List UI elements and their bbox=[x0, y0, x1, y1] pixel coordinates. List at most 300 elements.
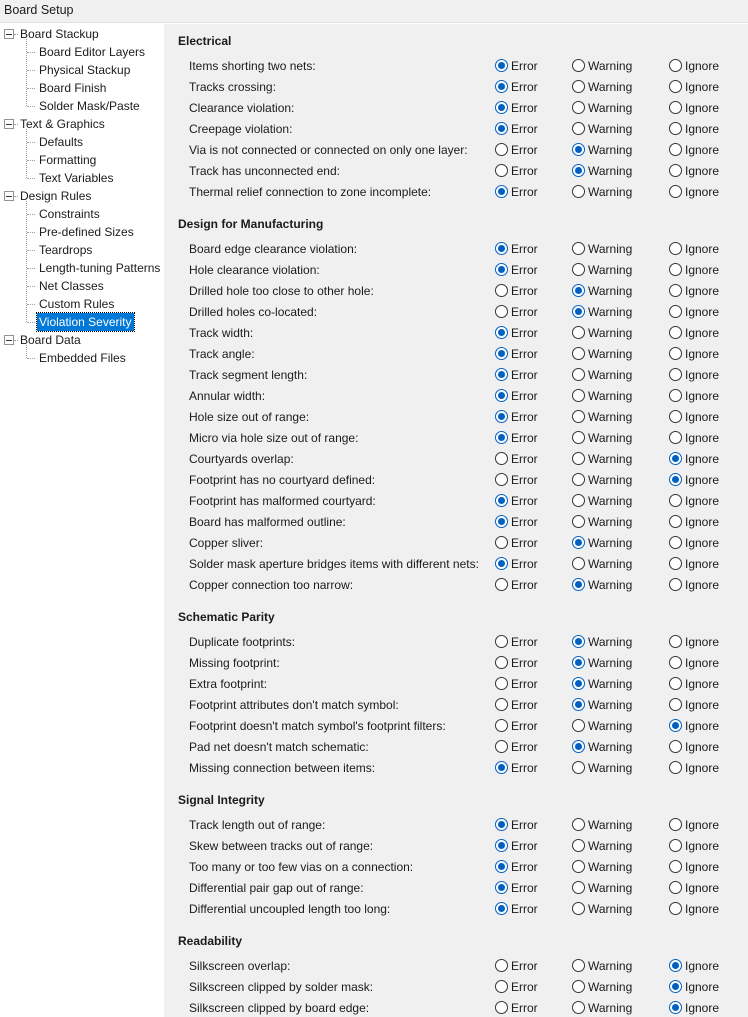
severity-row-label: Silkscreen clipped by solder mask: bbox=[189, 980, 374, 994]
radio-ignore-button[interactable] bbox=[669, 263, 682, 276]
tree-item-custom-rules[interactable] bbox=[0, 295, 164, 313]
radio-error-label: Error bbox=[511, 635, 538, 649]
tree-item-design-rules[interactable] bbox=[0, 187, 164, 205]
tree-item-label: Board Editor Layers bbox=[39, 45, 146, 59]
radio-warning-label: Warning bbox=[588, 980, 633, 994]
section-title-schematic-parity: Schematic Parity bbox=[178, 610, 275, 624]
radio-ignore-button[interactable] bbox=[669, 143, 682, 156]
radio-error-label: Error bbox=[511, 473, 538, 487]
radio-warning-button[interactable] bbox=[572, 473, 585, 486]
radio-ignore-button[interactable] bbox=[669, 698, 682, 711]
radio-ignore-button[interactable] bbox=[669, 164, 682, 177]
radio-ignore-button[interactable] bbox=[669, 536, 682, 549]
radio-error-button[interactable] bbox=[495, 410, 508, 423]
radio-error-label: Error bbox=[511, 881, 538, 895]
tree-item-label: Physical Stackup bbox=[39, 63, 131, 77]
radio-warning-button[interactable] bbox=[572, 557, 585, 570]
radio-error-label: Error bbox=[511, 263, 538, 277]
radio-warning-label: Warning bbox=[588, 677, 633, 691]
radio-ignore-button[interactable] bbox=[669, 101, 682, 114]
radio-ignore-button[interactable] bbox=[669, 515, 682, 528]
title-bar bbox=[0, 0, 748, 23]
radio-warning-label: Warning bbox=[588, 431, 633, 445]
tree-item-label: Formatting bbox=[39, 153, 97, 167]
radio-error-button[interactable] bbox=[495, 164, 508, 177]
radio-error-label: Error bbox=[511, 185, 538, 199]
radio-error-button[interactable] bbox=[495, 557, 508, 570]
tree-item-constraints[interactable] bbox=[0, 205, 164, 223]
radio-warning-label: Warning bbox=[588, 494, 633, 508]
radio-error-label: Error bbox=[511, 368, 538, 382]
tree-connector bbox=[27, 214, 35, 215]
radio-warning-button[interactable] bbox=[572, 410, 585, 423]
tree-item-board-finish[interactable] bbox=[0, 79, 164, 97]
tree-connector bbox=[27, 52, 35, 53]
radio-error-button[interactable] bbox=[495, 881, 508, 894]
radio-warning-button[interactable] bbox=[572, 185, 585, 198]
radio-error-label: Error bbox=[511, 959, 538, 973]
radio-warning-button[interactable] bbox=[572, 143, 585, 156]
tree-item-label: Constraints bbox=[39, 207, 100, 221]
radio-ignore-label: Ignore bbox=[685, 578, 720, 592]
severity-row-label: Annular width: bbox=[189, 389, 266, 403]
tree-item-solder-mask-paste[interactable] bbox=[0, 97, 164, 115]
severity-row-label: Drilled hole too close to other hole: bbox=[189, 284, 374, 298]
tree-item-label: Violation Severity bbox=[39, 315, 132, 329]
collapse-toggle-icon[interactable] bbox=[4, 29, 14, 39]
radio-error-button[interactable] bbox=[495, 59, 508, 72]
radio-error-button[interactable] bbox=[495, 101, 508, 114]
severity-row-label: Extra footprint: bbox=[189, 677, 268, 691]
radio-warning-label: Warning bbox=[588, 656, 633, 670]
radio-ignore-label: Ignore bbox=[685, 305, 720, 319]
radio-ignore-button[interactable] bbox=[669, 284, 682, 297]
severity-row bbox=[164, 716, 748, 737]
radio-error-label: Error bbox=[511, 578, 538, 592]
radio-warning-button[interactable] bbox=[572, 677, 585, 690]
radio-error-button[interactable] bbox=[495, 860, 508, 873]
radio-ignore-button[interactable] bbox=[669, 860, 682, 873]
radio-ignore-label: Ignore bbox=[685, 902, 720, 916]
severity-row bbox=[164, 632, 748, 653]
severity-row-label: Track width: bbox=[189, 326, 254, 340]
radio-ignore-label: Ignore bbox=[685, 242, 720, 256]
tree-item-board-editor-layers[interactable] bbox=[0, 43, 164, 61]
severity-row-label: Via is not connected or connected on only one layer: bbox=[189, 143, 468, 157]
radio-warning-button[interactable] bbox=[572, 536, 585, 549]
radio-error-button[interactable] bbox=[495, 515, 508, 528]
tree-connector bbox=[27, 70, 35, 71]
radio-warning-button[interactable] bbox=[572, 431, 585, 444]
tree-item-label: Custom Rules bbox=[39, 297, 115, 311]
radio-ignore-button[interactable] bbox=[669, 980, 682, 993]
severity-row bbox=[164, 695, 748, 716]
radio-error-label: Error bbox=[511, 656, 538, 670]
severity-row-label: Footprint attributes don't match symbol: bbox=[189, 698, 399, 712]
radio-ignore-label: Ignore bbox=[685, 557, 720, 571]
severity-row-label: Board has malformed outline: bbox=[189, 515, 346, 529]
radio-ignore-button[interactable] bbox=[669, 389, 682, 402]
tree-item-text-graphics[interactable] bbox=[0, 115, 164, 133]
radio-ignore-button[interactable] bbox=[669, 557, 682, 570]
radio-warning-label: Warning bbox=[588, 635, 633, 649]
tree-item-label: Design Rules bbox=[20, 189, 92, 203]
radio-ignore-button[interactable] bbox=[669, 326, 682, 339]
radio-warning-button[interactable] bbox=[572, 80, 585, 93]
radio-error-button[interactable] bbox=[495, 656, 508, 669]
tree-connector bbox=[27, 88, 35, 89]
tree-item-label: Board Finish bbox=[39, 81, 107, 95]
radio-error-label: Error bbox=[511, 761, 538, 775]
severity-row-label: Differential pair gap out of range: bbox=[189, 881, 364, 895]
radio-warning-button[interactable] bbox=[572, 740, 585, 753]
section-title-readability: Readability bbox=[178, 934, 243, 948]
radio-ignore-button[interactable] bbox=[669, 347, 682, 360]
radio-error-label: Error bbox=[511, 515, 538, 529]
radio-warning-button[interactable] bbox=[572, 578, 585, 591]
tree-item-board-stackup[interactable] bbox=[0, 25, 164, 43]
radio-warning-button[interactable] bbox=[572, 761, 585, 774]
radio-warning-button[interactable] bbox=[572, 818, 585, 831]
radio-warning-label: Warning bbox=[588, 410, 633, 424]
tree-connector bbox=[27, 358, 35, 359]
radio-error-button[interactable] bbox=[495, 143, 508, 156]
severity-row-label: Clearance violation: bbox=[189, 101, 295, 115]
radio-warning-label: Warning bbox=[588, 839, 633, 853]
severity-row bbox=[164, 239, 748, 260]
severity-row bbox=[164, 533, 748, 554]
tree-item-label: Board Stackup bbox=[20, 27, 99, 41]
radio-ignore-label: Ignore bbox=[685, 410, 720, 424]
severity-row bbox=[164, 737, 748, 758]
tree-connector bbox=[27, 106, 35, 107]
radio-warning-button[interactable] bbox=[572, 839, 585, 852]
severity-row-label: Footprint has malformed courtyard: bbox=[189, 494, 376, 508]
radio-error-button[interactable] bbox=[495, 431, 508, 444]
tree-item-text-variables[interactable] bbox=[0, 169, 164, 187]
severity-row bbox=[164, 653, 748, 674]
radio-ignore-button[interactable] bbox=[669, 902, 682, 915]
radio-ignore-button[interactable] bbox=[669, 122, 682, 135]
radio-error-button[interactable] bbox=[495, 635, 508, 648]
radio-error-button[interactable] bbox=[495, 347, 508, 360]
radio-ignore-button[interactable] bbox=[669, 818, 682, 831]
severity-row bbox=[164, 815, 748, 836]
severity-row-label: Items shorting two nets: bbox=[189, 59, 316, 73]
radio-ignore-button[interactable] bbox=[669, 59, 682, 72]
radio-ignore-button[interactable] bbox=[669, 719, 682, 732]
severity-row-label: Drilled holes co-located: bbox=[189, 305, 318, 319]
severity-row bbox=[164, 260, 748, 281]
radio-warning-label: Warning bbox=[588, 860, 633, 874]
radio-warning-label: Warning bbox=[588, 164, 633, 178]
collapse-toggle-icon[interactable] bbox=[4, 335, 14, 345]
radio-warning-label: Warning bbox=[588, 347, 633, 361]
radio-warning-button[interactable] bbox=[572, 164, 585, 177]
radio-error-button[interactable] bbox=[495, 839, 508, 852]
tree-item-violation-severity[interactable] bbox=[0, 313, 164, 331]
radio-error-label: Error bbox=[511, 452, 538, 466]
tree-item-net-classes[interactable] bbox=[0, 277, 164, 295]
radio-warning-button[interactable] bbox=[572, 347, 585, 360]
radio-ignore-button[interactable] bbox=[669, 185, 682, 198]
radio-error-button[interactable] bbox=[495, 389, 508, 402]
radio-ignore-button[interactable] bbox=[669, 959, 682, 972]
collapse-toggle-icon[interactable] bbox=[4, 191, 14, 201]
radio-error-button[interactable] bbox=[495, 326, 508, 339]
radio-ignore-button[interactable] bbox=[669, 578, 682, 591]
tree-item-board-data[interactable] bbox=[0, 331, 164, 349]
radio-warning-button[interactable] bbox=[572, 101, 585, 114]
radio-ignore-label: Ignore bbox=[685, 185, 720, 199]
radio-ignore-button[interactable] bbox=[669, 656, 682, 669]
tree-item-label: Pre-defined Sizes bbox=[39, 225, 134, 239]
radio-error-button[interactable] bbox=[495, 677, 508, 690]
radio-warning-label: Warning bbox=[588, 1001, 633, 1015]
severity-row-label: Solder mask aperture bridges items with different nets: bbox=[189, 557, 479, 571]
radio-ignore-button[interactable] bbox=[669, 881, 682, 894]
radio-error-button[interactable] bbox=[495, 263, 508, 276]
radio-warning-button[interactable] bbox=[572, 635, 585, 648]
radio-ignore-label: Ignore bbox=[685, 839, 720, 853]
radio-error-button[interactable] bbox=[495, 818, 508, 831]
radio-warning-button[interactable] bbox=[572, 242, 585, 255]
radio-ignore-button[interactable] bbox=[669, 1001, 682, 1014]
radio-warning-button[interactable] bbox=[572, 326, 585, 339]
radio-warning-label: Warning bbox=[588, 902, 633, 916]
severity-row bbox=[164, 77, 748, 98]
severity-row bbox=[164, 365, 748, 386]
radio-ignore-button[interactable] bbox=[669, 410, 682, 423]
radio-ignore-button[interactable] bbox=[669, 431, 682, 444]
radio-error-label: Error bbox=[511, 902, 538, 916]
tree-item-physical-stackup[interactable] bbox=[0, 61, 164, 79]
radio-warning-button[interactable] bbox=[572, 284, 585, 297]
radio-warning-button[interactable] bbox=[572, 656, 585, 669]
severity-row-label: Board edge clearance violation: bbox=[189, 242, 358, 256]
radio-error-button[interactable] bbox=[495, 305, 508, 318]
severity-row bbox=[164, 119, 748, 140]
radio-warning-button[interactable] bbox=[572, 305, 585, 318]
radio-warning-label: Warning bbox=[588, 818, 633, 832]
severity-row bbox=[164, 302, 748, 323]
radio-warning-button[interactable] bbox=[572, 452, 585, 465]
radio-warning-button[interactable] bbox=[572, 980, 585, 993]
severity-row bbox=[164, 878, 748, 899]
radio-warning-button[interactable] bbox=[572, 122, 585, 135]
radio-error-label: Error bbox=[511, 839, 538, 853]
radio-error-button[interactable] bbox=[495, 185, 508, 198]
tree-item-defaults[interactable] bbox=[0, 133, 164, 151]
severity-row bbox=[164, 554, 748, 575]
radio-ignore-button[interactable] bbox=[669, 80, 682, 93]
violation-severity-panel bbox=[164, 24, 748, 1017]
radio-ignore-label: Ignore bbox=[685, 101, 720, 115]
radio-ignore-button[interactable] bbox=[669, 635, 682, 648]
radio-warning-label: Warning bbox=[588, 578, 633, 592]
severity-row-label: Pad net doesn't match schematic: bbox=[189, 740, 369, 754]
radio-warning-label: Warning bbox=[588, 473, 633, 487]
radio-error-button[interactable] bbox=[495, 284, 508, 297]
radio-warning-button[interactable] bbox=[572, 719, 585, 732]
severity-row bbox=[164, 512, 748, 533]
radio-warning-label: Warning bbox=[588, 143, 633, 157]
radio-ignore-label: Ignore bbox=[685, 164, 720, 178]
radio-error-label: Error bbox=[511, 860, 538, 874]
severity-row bbox=[164, 407, 748, 428]
radio-warning-label: Warning bbox=[588, 242, 633, 256]
radio-error-label: Error bbox=[511, 698, 538, 712]
radio-error-button[interactable] bbox=[495, 80, 508, 93]
radio-ignore-label: Ignore bbox=[685, 431, 720, 445]
severity-row bbox=[164, 575, 748, 596]
radio-ignore-label: Ignore bbox=[685, 980, 720, 994]
radio-error-label: Error bbox=[511, 164, 538, 178]
radio-warning-label: Warning bbox=[588, 59, 633, 73]
severity-row-label: Thermal relief connection to zone incomplete: bbox=[189, 185, 432, 199]
radio-warning-label: Warning bbox=[588, 305, 633, 319]
radio-warning-label: Warning bbox=[588, 101, 633, 115]
radio-error-button[interactable] bbox=[495, 959, 508, 972]
radio-error-button[interactable] bbox=[495, 494, 508, 507]
radio-error-button[interactable] bbox=[495, 902, 508, 915]
radio-error-label: Error bbox=[511, 1001, 538, 1015]
severity-row bbox=[164, 491, 748, 512]
radio-ignore-label: Ignore bbox=[685, 368, 720, 382]
severity-row bbox=[164, 674, 748, 695]
radio-error-button[interactable] bbox=[495, 740, 508, 753]
settings-tree[interactable] bbox=[0, 24, 164, 1017]
radio-error-button[interactable] bbox=[495, 980, 508, 993]
tree-item-label: Length-tuning Patterns bbox=[39, 261, 161, 275]
radio-ignore-button[interactable] bbox=[669, 305, 682, 318]
radio-ignore-label: Ignore bbox=[685, 326, 720, 340]
radio-warning-button[interactable] bbox=[572, 1001, 585, 1014]
radio-ignore-button[interactable] bbox=[669, 761, 682, 774]
radio-warning-label: Warning bbox=[588, 326, 633, 340]
severity-row-label: Differential uncoupled length too long: bbox=[189, 902, 391, 916]
radio-error-button[interactable] bbox=[495, 698, 508, 711]
tree-item-label: Board Data bbox=[20, 333, 81, 347]
radio-error-label: Error bbox=[511, 122, 538, 136]
radio-warning-button[interactable] bbox=[572, 368, 585, 381]
radio-ignore-button[interactable] bbox=[669, 452, 682, 465]
severity-row-label: Duplicate footprints: bbox=[189, 635, 296, 649]
radio-warning-button[interactable] bbox=[572, 263, 585, 276]
radio-ignore-label: Ignore bbox=[685, 536, 720, 550]
tree-item-teardrops[interactable] bbox=[0, 241, 164, 259]
radio-warning-button[interactable] bbox=[572, 494, 585, 507]
radio-error-label: Error bbox=[511, 284, 538, 298]
severity-row-label: Copper sliver: bbox=[189, 536, 264, 550]
radio-warning-button[interactable] bbox=[572, 881, 585, 894]
radio-warning-button[interactable] bbox=[572, 515, 585, 528]
radio-error-label: Error bbox=[511, 305, 538, 319]
radio-error-button[interactable] bbox=[495, 242, 508, 255]
collapse-toggle-icon[interactable] bbox=[4, 119, 14, 129]
severity-row bbox=[164, 281, 748, 302]
radio-ignore-button[interactable] bbox=[669, 242, 682, 255]
tree-connector bbox=[27, 142, 35, 143]
radio-warning-label: Warning bbox=[588, 263, 633, 277]
tree-item-label: Text & Graphics bbox=[20, 117, 105, 131]
severity-row-label: Micro via hole size out of range: bbox=[189, 431, 359, 445]
severity-row bbox=[164, 386, 748, 407]
radio-warning-label: Warning bbox=[588, 185, 633, 199]
radio-ignore-label: Ignore bbox=[685, 122, 720, 136]
severity-row-label: Track has unconnected end: bbox=[189, 164, 340, 178]
severity-row-label: Silkscreen clipped by board edge: bbox=[189, 1001, 370, 1015]
radio-ignore-label: Ignore bbox=[685, 284, 720, 298]
radio-warning-label: Warning bbox=[588, 761, 633, 775]
section-title-signal-integrity: Signal Integrity bbox=[178, 793, 265, 807]
radio-ignore-button[interactable] bbox=[669, 839, 682, 852]
radio-ignore-button[interactable] bbox=[669, 473, 682, 486]
radio-ignore-button[interactable] bbox=[669, 740, 682, 753]
tree-item-label: Defaults bbox=[39, 135, 84, 149]
radio-warning-button[interactable] bbox=[572, 902, 585, 915]
severity-row-label: Silkscreen overlap: bbox=[189, 959, 291, 973]
radio-warning-button[interactable] bbox=[572, 698, 585, 711]
radio-warning-label: Warning bbox=[588, 698, 633, 712]
severity-row bbox=[164, 344, 748, 365]
radio-error-label: Error bbox=[511, 818, 538, 832]
radio-error-button[interactable] bbox=[495, 473, 508, 486]
severity-row bbox=[164, 449, 748, 470]
tree-item-pre-defined-sizes[interactable] bbox=[0, 223, 164, 241]
radio-warning-button[interactable] bbox=[572, 860, 585, 873]
radio-warning-label: Warning bbox=[588, 719, 633, 733]
radio-error-button[interactable] bbox=[495, 761, 508, 774]
radio-warning-label: Warning bbox=[588, 740, 633, 754]
radio-warning-label: Warning bbox=[588, 368, 633, 382]
radio-warning-label: Warning bbox=[588, 284, 633, 298]
radio-ignore-label: Ignore bbox=[685, 452, 720, 466]
radio-ignore-button[interactable] bbox=[669, 677, 682, 690]
radio-error-button[interactable] bbox=[495, 719, 508, 732]
radio-error-button[interactable] bbox=[495, 536, 508, 549]
radio-error-button[interactable] bbox=[495, 452, 508, 465]
tree-item-embedded-files[interactable] bbox=[0, 349, 164, 367]
radio-ignore-label: Ignore bbox=[685, 677, 720, 691]
tree-item-length-tuning-patterns[interactable] bbox=[0, 259, 164, 277]
radio-ignore-button[interactable] bbox=[669, 368, 682, 381]
radio-warning-button[interactable] bbox=[572, 59, 585, 72]
radio-error-button[interactable] bbox=[495, 578, 508, 591]
radio-error-label: Error bbox=[511, 719, 538, 733]
radio-error-button[interactable] bbox=[495, 122, 508, 135]
radio-error-label: Error bbox=[511, 143, 538, 157]
severity-row-label: Footprint has no courtyard defined: bbox=[189, 473, 376, 487]
radio-ignore-label: Ignore bbox=[685, 656, 720, 670]
radio-warning-label: Warning bbox=[588, 557, 633, 571]
radio-error-label: Error bbox=[511, 536, 538, 550]
radio-warning-button[interactable] bbox=[572, 389, 585, 402]
radio-error-button[interactable] bbox=[495, 1001, 508, 1014]
tree-item-label: Solder Mask/Paste bbox=[39, 99, 140, 113]
radio-ignore-button[interactable] bbox=[669, 494, 682, 507]
radio-warning-label: Warning bbox=[588, 452, 633, 466]
tree-item-formatting[interactable] bbox=[0, 151, 164, 169]
severity-row-label: Hole clearance violation: bbox=[189, 263, 320, 277]
radio-warning-label: Warning bbox=[588, 515, 633, 529]
radio-warning-button[interactable] bbox=[572, 959, 585, 972]
radio-error-label: Error bbox=[511, 494, 538, 508]
radio-error-label: Error bbox=[511, 389, 538, 403]
tree-connector bbox=[27, 250, 35, 251]
radio-ignore-label: Ignore bbox=[685, 740, 720, 754]
radio-error-button[interactable] bbox=[495, 368, 508, 381]
